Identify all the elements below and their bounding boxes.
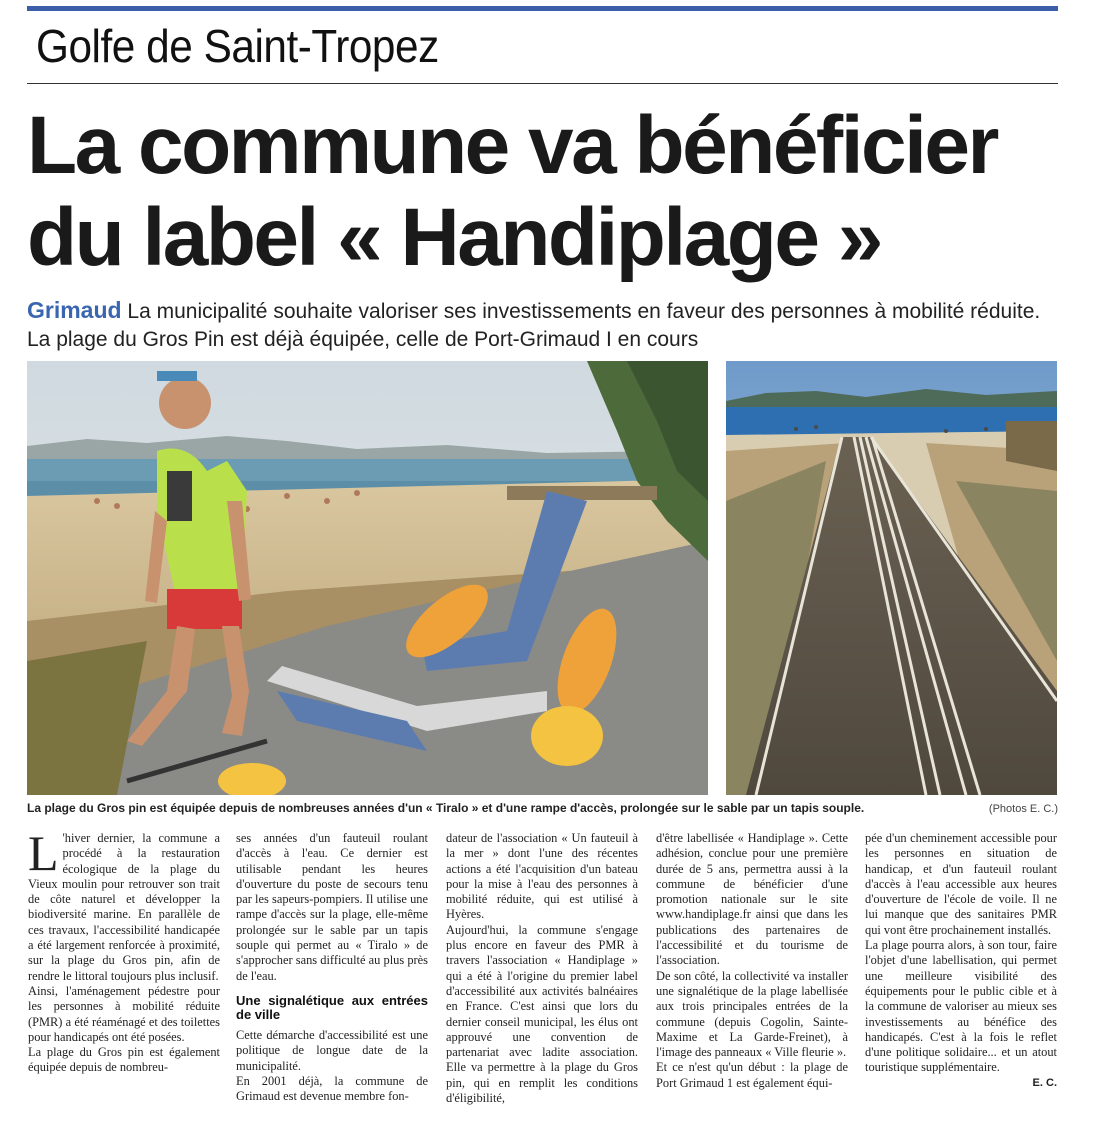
photo-caption: La plage du Gros pin est équipée depuis de nombreuses années d'un « Tiralo » et d'une rampe d'accès, prolongée sur le sable par un tapis souple. <box>27 801 865 815</box>
headline-line-1: La commune va bénéficier <box>27 100 997 191</box>
section-rubric: Golfe de Saint-Tropez <box>36 20 439 72</box>
article-paragraph: Et ce n'est qu'un début : la plage de Port Grimaud 1 est également équi- <box>656 1060 848 1090</box>
section-top-bar <box>27 6 1058 11</box>
article-paragraph: La plage pourra alors, à son tour, faire l'objet d'une labellisation, qui permet une meilleure visibilité des équipements pour le public cible et à la commune de valoriser au mieux ses investissements au bénéfice des handicapés. C'est à la fois le reflet d'une politique solidaire... et un atout touristique supplémentaire. <box>865 938 1057 1075</box>
article-paragraph: ses années d'un fauteuil roulant d'accès à l'eau. Ce dernier est utilisable pendant les heures d'ouverture du poste de secours tenu par les sapeurs-pompiers. Il utilise une rampe d'accès sur la plage, elle-même prolongée sur le sable par un tapis souple qui permet au « Tiralo » de s'approcher sans difficulté au plus près de l'eau. <box>236 831 428 983</box>
photo-beach-tiralo-image <box>27 361 708 795</box>
article-column-4 <box>656 831 848 1091</box>
standfirst <box>27 296 1067 354</box>
article-paragraph: Cette démarche d'accessibilité est une politique de longue date de la municipalité. <box>236 1027 428 1073</box>
article-paragraph: La plage du Gros pin est également équipée depuis de nombreu- <box>28 1045 220 1075</box>
photo-access-mat <box>726 361 1057 795</box>
article-subhead: Une signalétique aux entrées de ville <box>236 992 428 1022</box>
article-paragraph: pée d'un cheminement accessible pour les personnes en situation de handicap, et d'un fauteuil roulant d'accès à l'eau accessible aux heures d'ouverture de l'école de voile. Il ne lui manque que des sanitaires PMR qui vont être prochainement installés. <box>865 831 1057 937</box>
article-body <box>28 825 1058 1121</box>
article-paragraph: En 2001 déjà, la commune de Grimaud est devenue membre fon- <box>236 1073 428 1104</box>
article-paragraph <box>28 825 220 984</box>
article-column-1 <box>28 825 220 1076</box>
section-divider <box>27 83 1058 84</box>
photo-credit: (Photos E. C.) <box>988 803 1058 815</box>
article-paragraph: d'être labellisée « Handiplage ». Cette adhésion, conclue pour une première durée de 5 ans, permettra aussi à la commune de bénéficier d'une promotion nationale sur le site www.handiplage.fr ainsi que dans les publications des partenaires de l'accessibilité et du tourisme de l'association. <box>656 831 848 968</box>
standfirst-place: Grimaud <box>27 297 122 323</box>
author-signature: E. C. <box>1032 1076 1057 1089</box>
photo-beach-tiralo <box>27 361 708 795</box>
article-paragraph: Aujourd'hui, la commune s'engage plus encore en faveur des PMR à travers l'association « Handiplage » qui a été à l'origine du premier label d'accessibilité aux activités balnéaires en France. C'est ainsi que lors du dernier conseil municipal, les élus ont approuvé une convention de partenariat avec ladite association. Elle va permettre à la plage du Gros pin, qui en remplit les conditions d'éligibilité, <box>446 922 638 1106</box>
dropcap: L <box>28 825 59 881</box>
article-column-5 <box>865 831 1057 1091</box>
photo-access-mat-image <box>726 361 1057 795</box>
standfirst-text: La municipalité souhaite valoriser ses investissements en faveur des personnes à mobilité réduite. La plage du Gros Pin est déjà équipée, celle de Port-Grimaud I en cours <box>27 300 1041 351</box>
article-paragraph: De son côté, la collectivité va installer une signalétique de la plage labellisée aux trois principales entrées de la commune (depuis Cogolin, Sainte-Maxime et La Garde-Freinet), à l'image des panneaux « Ville fleurie ». <box>656 968 848 1060</box>
headline <box>27 100 1067 284</box>
article-paragraph: dateur de l'association « Un fauteuil à la mer » dont l'une des récentes actions a été l'acquisition d'un bateau pour la mise à l'eau des personnes à mobilité réduite, qui est utilisé à Hyères. <box>446 831 638 922</box>
headline-line-2: du label « Handiplage » <box>27 192 881 283</box>
article-column-2 <box>236 831 428 1104</box>
article-column-3 <box>446 831 638 1106</box>
article-paragraph: Ainsi, l'aménagement pédestre pour les personnes à mobilité réduite (PMR) a été réaménagé et des toilettes pour handicapés ont été posées. <box>28 983 220 1044</box>
article-text: 'hiver dernier, la commune a procédé à la restauration écologique de la plage du Vieux moulin pour retrouver son trait de côte naturel et développer la biodiversité marine. En parallèle de ces travaux, l'accessibilité handicapée a été largement renforcée à proximité, sur la plage du Gros pin, afin de rendre le littoral toujours plus inclusif. <box>28 831 220 983</box>
